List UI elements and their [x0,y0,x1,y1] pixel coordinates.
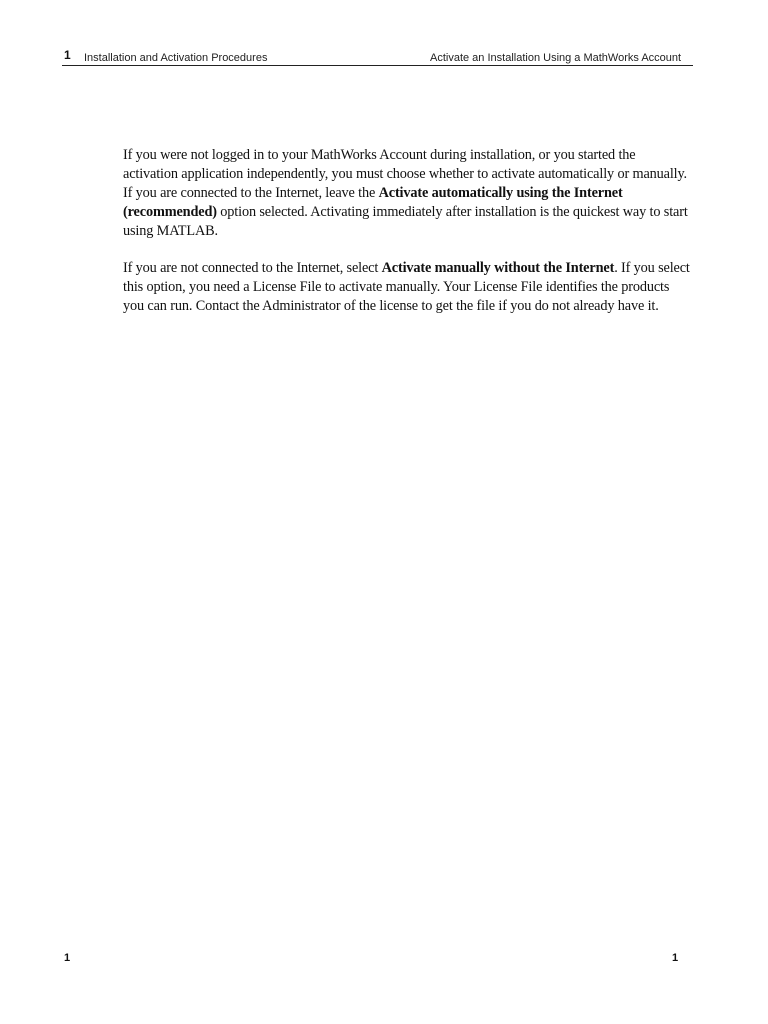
paragraph-manual-activation [123,259,693,316]
page-header [62,48,693,66]
paragraph-text: . If you select this option, you need a License File to activate manually. Your License File identifies the products you can run. Contact the Administrator of the license to get the file if you do not already have it. [123,260,690,314]
option-automatic-label: Activate automatically using the Internet (recommended) [123,185,623,220]
header-rule [62,65,693,66]
footer-mark-right: 1 [672,952,679,964]
chapter-title: Installation and Activation Procedures [84,52,268,64]
page-content [123,146,693,334]
footer-mark-left: 1 [64,952,71,964]
section-title: Activate an Installation Using a MathWorks Account [430,52,682,64]
paragraph-text: If you are not connected to the Internet, select [123,260,382,276]
option-manual-label: Activate manually without the Internet [381,260,615,276]
chapter-number: 1 [64,48,71,62]
paragraph-text: If you were not logged in to your MathWorks Account during installation, or you started the activation application independently, you must choose whether to activate automatically or manually. If you are connected to the Internet, leave the [123,147,687,201]
paragraph-activation-choice [123,146,693,241]
paragraph-text: option selected. Activating immediately after installation is the quickest way to start using MATLAB. [123,204,688,239]
